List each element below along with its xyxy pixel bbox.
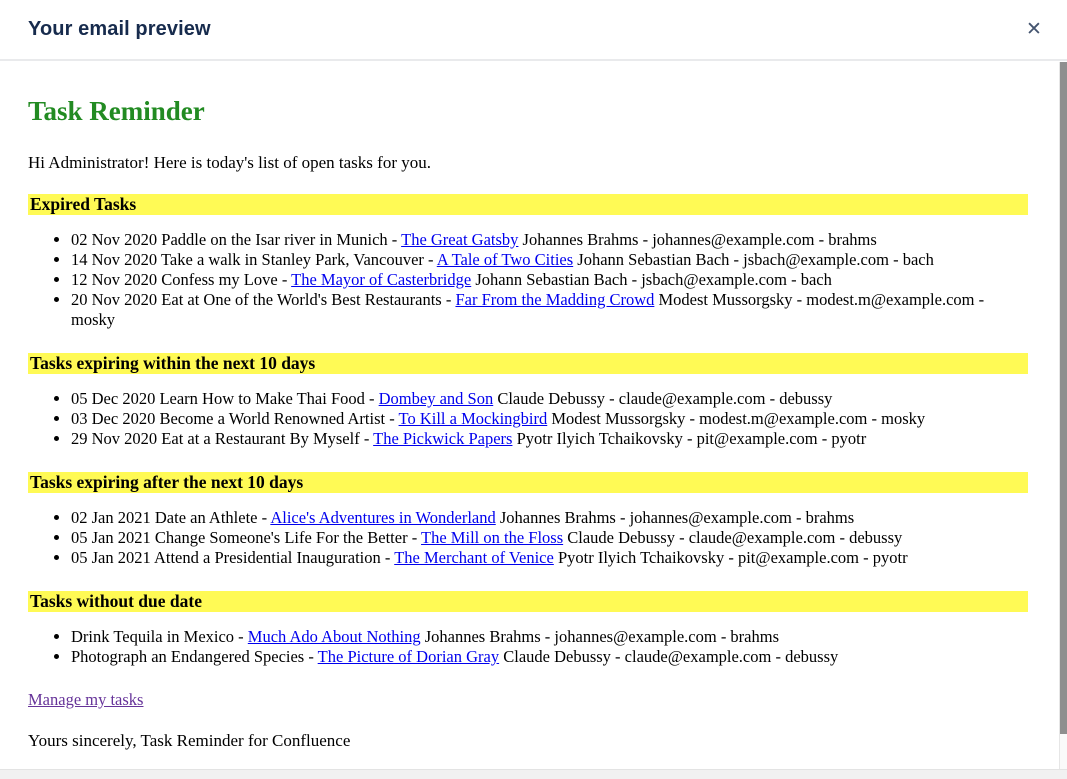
- task-list: [28, 508, 1028, 568]
- manage-tasks-link[interactable]: Manage my tasks: [28, 690, 144, 709]
- task-list: [28, 627, 1028, 667]
- section-title: Expired Tasks: [28, 194, 1028, 215]
- task-text-pre: 05 Jan 2021 Change Someone's Life For the Better -: [71, 528, 422, 547]
- email-greeting: Hi Administrator! Here is today's list of open tasks for you.: [28, 153, 431, 172]
- task-text-pre: 05 Jan 2021 Attend a Presidential Inauguration -: [71, 548, 395, 567]
- email-signoff: Yours sincerely, Task Reminder for Confluence: [28, 731, 351, 750]
- task-book-link[interactable]: The Mill on the Floss: [421, 528, 564, 547]
- task-section: [28, 591, 1028, 667]
- dialog-header: [0, 0, 1067, 61]
- task-list: [28, 389, 1028, 449]
- task-book-link[interactable]: Far From the Madding Crowd: [455, 290, 655, 309]
- scrollbar-thumb[interactable]: [1060, 62, 1067, 734]
- task-section: [28, 353, 1028, 449]
- task-text-post: Claude Debussy - claude@example.com - debussy: [493, 389, 833, 408]
- task-item: [71, 508, 1028, 528]
- task-list: [28, 230, 1028, 330]
- email-preview-body: [0, 62, 1067, 769]
- task-book-link[interactable]: To Kill a Mockingbird: [398, 409, 548, 428]
- task-book-link[interactable]: The Picture of Dorian Gray: [317, 647, 500, 666]
- task-book-link[interactable]: The Pickwick Papers: [373, 429, 513, 448]
- task-text-pre: 20 Nov 2020 Eat at One of the World's Best Restaurants -: [71, 290, 456, 309]
- task-text-pre: Drink Tequila in Mexico -: [71, 627, 248, 646]
- task-book-link[interactable]: Dombey and Son: [378, 389, 494, 408]
- task-book-link[interactable]: The Mayor of Casterbridge: [291, 270, 472, 289]
- task-text-post: Johannes Brahms - johannes@example.com - brahms: [495, 508, 855, 527]
- task-item: [71, 230, 1028, 250]
- task-text-pre: 12 Nov 2020 Confess my Love -: [71, 270, 292, 289]
- task-text-post: Modest Mussorgsky - modest.m@example.com - mosky: [547, 409, 926, 428]
- task-book-link[interactable]: A Tale of Two Cities: [436, 250, 574, 269]
- task-text-post: Johann Sebastian Bach - jsbach@example.com - bach: [573, 250, 934, 269]
- task-text-post: Claude Debussy - claude@example.com - debussy: [563, 528, 903, 547]
- task-item: [71, 627, 1028, 647]
- email-content: [28, 96, 1028, 751]
- task-item: [71, 409, 1028, 429]
- task-text-post: Modest Mussorgsky - modest.m@example.com - mosky: [71, 290, 989, 329]
- task-book-link[interactable]: Much Ado About Nothing: [247, 627, 421, 646]
- task-text-post: Johannes Brahms - johannes@example.com - brahms: [518, 230, 877, 249]
- task-section: [28, 472, 1028, 568]
- task-item: [71, 548, 1028, 568]
- task-text-pre: 02 Jan 2021 Date an Athlete -: [71, 508, 271, 527]
- task-book-link[interactable]: The Great Gatsby: [401, 230, 519, 249]
- manage-tasks-row: [28, 690, 1028, 710]
- task-item: [71, 270, 1028, 290]
- task-text-post: Johannes Brahms - johannes@example.com - brahms: [420, 627, 780, 646]
- vertical-scrollbar[interactable]: [1059, 62, 1067, 769]
- section-title: Tasks expiring within the next 10 days: [28, 353, 1028, 374]
- email-heading: Task Reminder: [28, 96, 205, 126]
- close-icon[interactable]: ✕: [1018, 14, 1050, 46]
- task-section: [28, 194, 1028, 330]
- horizontal-scrollbar-track: [0, 769, 1067, 779]
- task-text-pre: 14 Nov 2020 Take a walk in Stanley Park, Vancouver -: [71, 250, 437, 269]
- task-text-post: Claude Debussy - claude@example.com - debussy: [499, 647, 839, 666]
- task-text-pre: 29 Nov 2020 Eat at a Restaurant By Myself -: [71, 429, 374, 448]
- task-sections: [28, 194, 1028, 667]
- task-text-pre: 03 Dec 2020 Become a World Renowned Artist -: [71, 409, 399, 428]
- task-book-link[interactable]: Alice's Adventures in Wonderland: [270, 508, 496, 527]
- section-title: Tasks expiring after the next 10 days: [28, 472, 1028, 493]
- task-text-pre: 02 Nov 2020 Paddle on the Isar river in Munich -: [71, 230, 402, 249]
- task-item: [71, 429, 1028, 449]
- task-book-link[interactable]: The Merchant of Venice: [394, 548, 554, 567]
- dialog-title: Your email preview: [28, 18, 211, 40]
- task-item: [71, 528, 1028, 548]
- task-text-post: Pyotr Ilyich Tchaikovsky - pit@example.com - pyotr: [512, 429, 867, 448]
- task-text-post: Johann Sebastian Bach - jsbach@example.com - bach: [471, 270, 832, 289]
- task-item: [71, 290, 1028, 330]
- task-text-pre: 05 Dec 2020 Learn How to Make Thai Food -: [71, 389, 379, 408]
- task-item: [71, 647, 1028, 667]
- task-text-pre: Photograph an Endangered Species -: [71, 647, 318, 666]
- task-text-post: Pyotr Ilyich Tchaikovsky - pit@example.com - pyotr: [553, 548, 908, 567]
- task-item: [71, 389, 1028, 409]
- section-title: Tasks without due date: [28, 591, 1028, 612]
- task-item: [71, 250, 1028, 270]
